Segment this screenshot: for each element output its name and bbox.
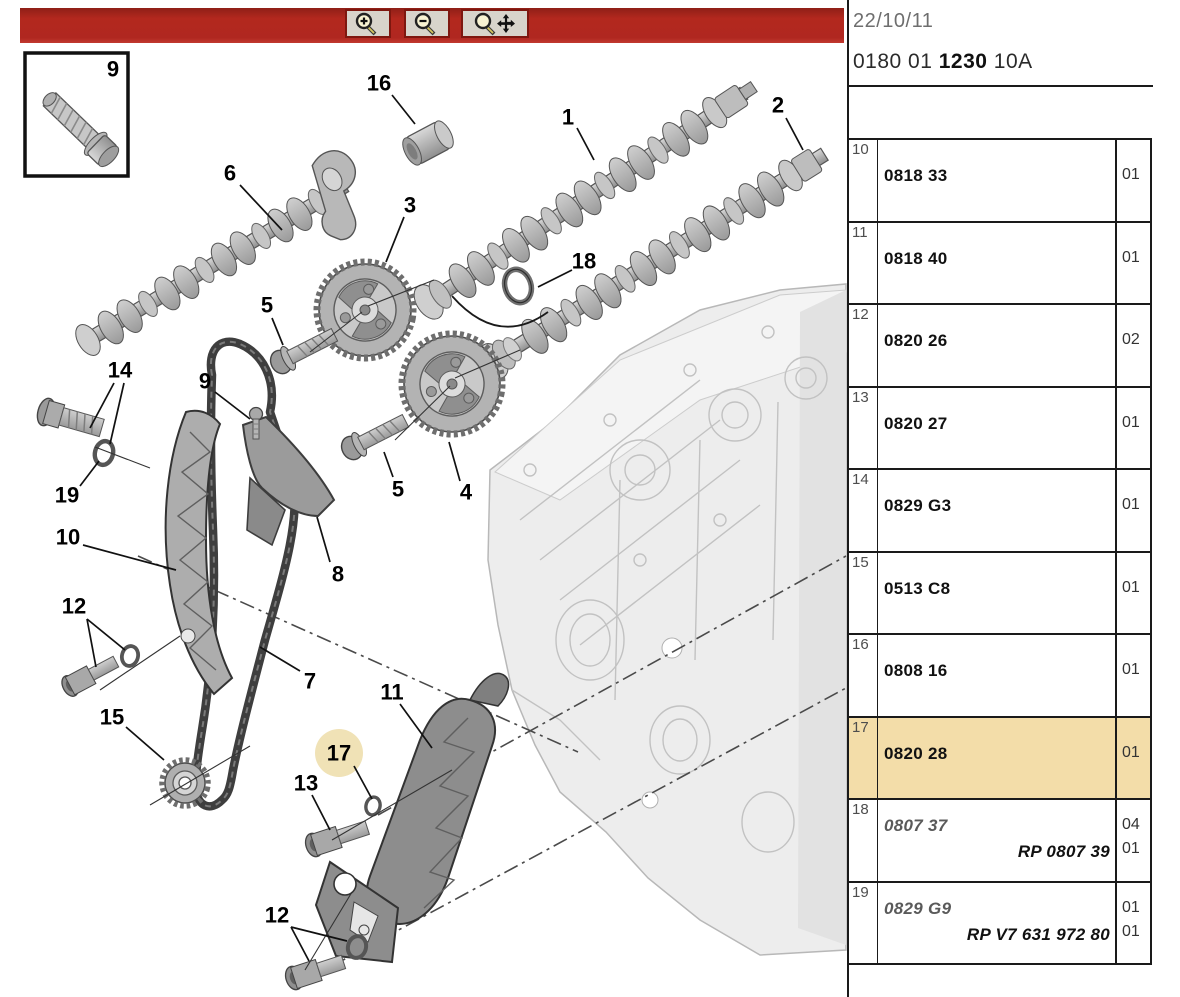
callout-17[interactable]: 17 [326, 740, 352, 766]
row-index: 13 [849, 388, 878, 469]
leader-line-16 [392, 95, 415, 124]
callout-12[interactable]: 12 [61, 593, 87, 619]
row-reference: 0513 C8 [884, 578, 951, 598]
row-quantity: 01 [1115, 470, 1150, 551]
row-reference: 0818 33 [884, 166, 948, 185]
leader-line-12 [291, 927, 309, 961]
table-row-17[interactable] [849, 716, 1150, 799]
callout-11[interactable]: 11 [380, 679, 404, 705]
zoom-out-button[interactable] [404, 9, 450, 38]
header-rule [847, 85, 1153, 87]
callout-6[interactable]: 6 [223, 160, 237, 186]
row-index: 16 [849, 635, 878, 716]
leader-line-12 [291, 927, 347, 941]
row-quantity: 01 [1115, 635, 1150, 716]
page-reference [853, 50, 1033, 74]
leader-line-10 [83, 545, 176, 570]
callout-9[interactable]: 9 [106, 56, 120, 82]
catalog-date: 22/10/11 [853, 10, 934, 32]
magnifier-pan-icon [473, 12, 517, 36]
leader-line-5 [272, 318, 283, 345]
callout-14[interactable]: 14 [107, 357, 133, 383]
leader-line-11 [400, 704, 432, 748]
row-index: 10 [849, 140, 878, 221]
callout-8[interactable]: 8 [331, 561, 345, 587]
reference-code: 1230 [938, 50, 988, 73]
row-quantity: 01 [1115, 388, 1150, 469]
leader-line-17 [354, 766, 372, 799]
table-row-14[interactable] [849, 468, 1150, 551]
leader-line-7 [260, 647, 300, 671]
row-reference: 0807 37 RP 0807 39 [884, 816, 1110, 861]
row-rp-reference: RP V7 631 972 80 [966, 924, 1110, 944]
leader-line-14 [90, 383, 114, 428]
table-row-18[interactable] [849, 798, 1150, 881]
row-reference: 0829 G9 RP V7 631 972 80 [884, 898, 1110, 944]
leader-line-8 [317, 517, 330, 562]
row-index: 19 [849, 883, 878, 964]
callout-3[interactable]: 3 [403, 192, 417, 218]
leader-line-3 [386, 217, 404, 262]
parts-table-rows [849, 138, 1150, 963]
row-rp-reference: RP 0807 39 [1017, 842, 1110, 861]
row-quantity: 01 [1115, 553, 1150, 634]
leader-line-13 [312, 795, 330, 830]
leader-line-9 [215, 392, 250, 419]
callout-1[interactable]: 1 [561, 104, 575, 130]
row-quantity: 01 01 [1115, 883, 1150, 964]
leader-line-2 [786, 118, 803, 150]
leader-line-6 [240, 185, 282, 230]
zoom-pan-button[interactable] [461, 9, 529, 38]
callout-5[interactable]: 5 [260, 292, 274, 318]
row-index: 17 [849, 718, 878, 799]
row-index: 11 [849, 223, 878, 304]
table-row-10[interactable] [849, 138, 1150, 221]
row-index: 14 [849, 470, 878, 551]
callout-18[interactable]: 18 [571, 248, 597, 274]
row-reference: 0820 28 [884, 743, 948, 763]
callout-7[interactable]: 7 [303, 668, 317, 694]
row-reference: 0820 27 [884, 413, 948, 433]
callout-10[interactable]: 10 [55, 524, 81, 550]
leader-line-4 [449, 442, 460, 481]
callout-15[interactable]: 15 [99, 704, 125, 730]
row-reference: 0808 16 [884, 661, 948, 680]
table-row-15[interactable] [849, 551, 1150, 634]
row-reference: 0820 26 [884, 331, 948, 350]
leader-line-14 [110, 383, 124, 444]
callout-4[interactable]: 4 [459, 479, 473, 505]
callout-2[interactable]: 2 [771, 92, 785, 118]
table-row-16[interactable] [849, 633, 1150, 716]
reference-suffix: 10A [987, 50, 1033, 73]
callout-16[interactable]: 16 [366, 70, 392, 96]
callout-5[interactable]: 5 [391, 476, 405, 502]
table-row-13[interactable] [849, 386, 1150, 469]
leader-line-15 [126, 727, 164, 760]
table-row-19[interactable] [849, 881, 1150, 964]
parts-table [849, 138, 1152, 965]
leader-line-18 [538, 270, 572, 287]
callout-13[interactable]: 13 [293, 770, 319, 796]
magnifier-minus-icon [412, 12, 442, 36]
zoom-in-button[interactable] [345, 9, 391, 38]
row-quantity: 04 01 [1115, 800, 1150, 881]
row-reference: 0829 G3 [884, 496, 952, 515]
leader-line-1 [577, 128, 594, 160]
leader-line-5 [384, 452, 393, 477]
callout-9[interactable]: 9 [198, 368, 212, 394]
callout-12[interactable]: 12 [264, 902, 290, 928]
reference-prefix: 0180 01 [853, 50, 939, 73]
row-index: 12 [849, 305, 878, 386]
row-reference: 0818 40 [884, 248, 948, 268]
row-quantity: 01 [1115, 718, 1150, 799]
row-index: 15 [849, 553, 878, 634]
callout-19[interactable]: 19 [54, 482, 80, 508]
row-quantity: 01 [1115, 140, 1150, 221]
table-row-11[interactable] [849, 221, 1150, 304]
table-row-12[interactable] [849, 303, 1150, 386]
row-quantity: 01 [1115, 223, 1150, 304]
row-index: 18 [849, 800, 878, 881]
magnifier-plus-icon [353, 12, 383, 36]
leader-line-19 [80, 461, 99, 486]
row-quantity: 02 [1115, 305, 1150, 386]
